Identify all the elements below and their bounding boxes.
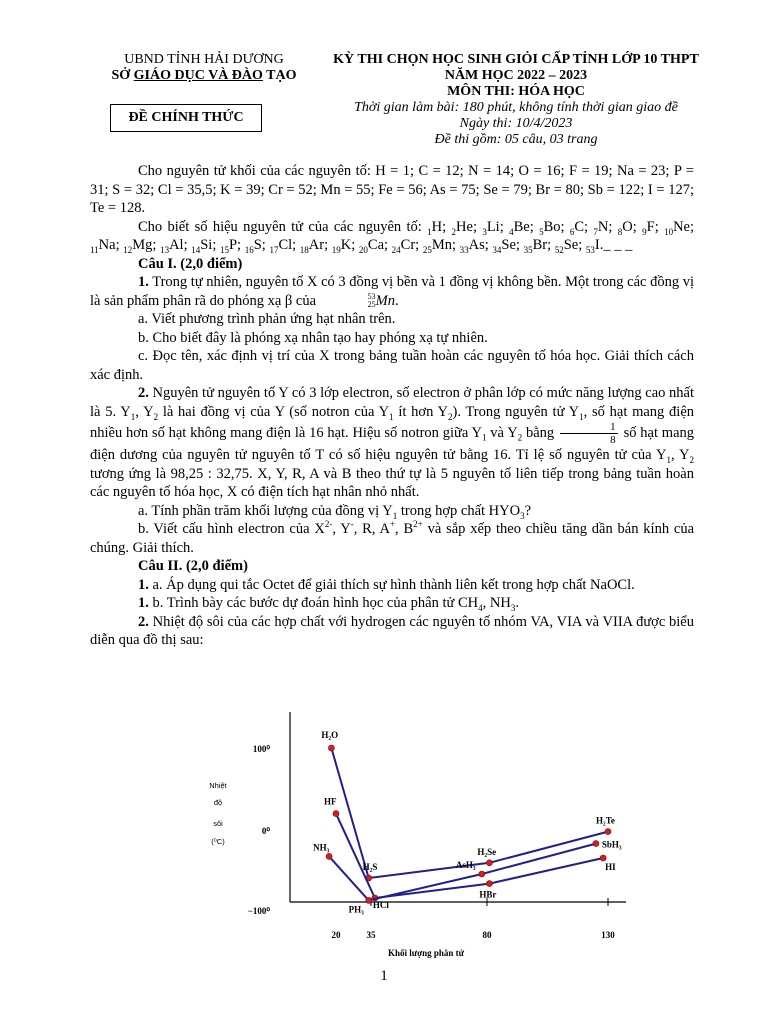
official-exam-box: ĐỀ CHÍNH THỨC [110, 104, 262, 132]
question-1-1a: a. Viết phương trình phản ứng hạt nhân trên. [138, 311, 396, 327]
element-symbol: C [574, 218, 585, 235]
element-symbol: Cl [278, 237, 293, 253]
superscript: - [350, 519, 354, 530]
y-axis-label: (⁰C) [211, 837, 225, 846]
superscript: 2- [324, 519, 333, 530]
atomic-number-sub: 4 [509, 226, 514, 237]
series-line [329, 844, 596, 901]
series-line [336, 814, 603, 898]
text: số hạt mang điện dương của nguyên tử nguyên tố T có số hiệu nguyên tử bằng 16. Tỉ lệ số nguyên tử của Y [90, 424, 695, 463]
text: , B [395, 521, 414, 537]
point-label: HBr [479, 889, 497, 900]
question-1-2a [90, 502, 694, 521]
element-symbol: Cr [400, 237, 416, 253]
question-1-2 [90, 384, 694, 502]
question-1-1b: b. Cho biết đây là phóng xạ nhân tạo hay phóng xạ tự nhiên. [138, 329, 488, 346]
element-symbol: As [468, 237, 485, 253]
y-tick-label: 0⁰ [261, 826, 270, 836]
subscript: 2 [153, 411, 159, 422]
atomic-number-sub: 19 [331, 244, 341, 255]
x-tick-label: 130 [601, 930, 615, 940]
atomic-number-sub: 33 [459, 244, 469, 255]
subscript: 1 [579, 411, 584, 422]
element-symbol: Se [563, 237, 579, 253]
header-right [316, 52, 716, 148]
atomic-number-sub: 35 [523, 244, 533, 255]
element-symbol: H [431, 218, 443, 235]
atomic-number-sub: 15 [219, 244, 229, 255]
atomic-number-sub: 7 [593, 226, 598, 237]
atomic-number-sub: 34 [492, 244, 502, 255]
point-label: H₂Te [596, 815, 615, 826]
subscript: 1 [389, 411, 394, 422]
element-symbol: Ar [308, 237, 325, 253]
element-symbol: Br [532, 237, 548, 253]
data-point [486, 860, 492, 866]
y-axis-label: sôi [213, 819, 223, 828]
data-point [593, 841, 599, 847]
isotope-symbol: Mn [375, 292, 395, 309]
point-label: HI [605, 862, 616, 872]
atomic-number-sub: 2 [451, 226, 457, 237]
question-1-2b [90, 520, 694, 557]
atomic-number-sub: 52 [554, 244, 564, 255]
question-number: 1. [138, 274, 149, 290]
question-text: Trong tự nhiên, nguyên tố X có 3 đồng vị bền và 1 đồng vị không bền. Một trong các đồng vị là sản phẩm phân rã do phóng xạ β của [90, 274, 694, 309]
subscript: 2 [689, 454, 694, 465]
dept-part-3: TẠO [262, 68, 297, 83]
atomic-number: 25 [367, 300, 376, 310]
text: a. Áp dụng qui tắc Octet để giải thích sự hình thành liên kết trong hợp chất NaOCl. [148, 576, 635, 593]
text: và Y [486, 424, 518, 441]
data-point [333, 811, 339, 817]
data-point [600, 855, 606, 861]
y-axis-label: Nhiệt [209, 781, 227, 790]
element-symbol: O [622, 218, 633, 235]
y-tick-label: 100⁰ [252, 744, 270, 754]
text: trong hợp chất HYO [397, 502, 521, 519]
data-point [366, 897, 372, 903]
atomic-number-sub: 17 [269, 244, 279, 255]
question-2-1b [90, 594, 694, 613]
mass-number: 53 [367, 292, 376, 302]
authority-name: UBND TỈNH HẢI DƯƠNG [124, 52, 284, 67]
subscript: 3 [520, 510, 525, 521]
data-point [486, 881, 492, 887]
exam-year: NĂM HỌC 2022 – 2023 [444, 68, 588, 83]
text: . [515, 595, 519, 611]
atomic-number-sub: 9 [642, 226, 647, 237]
department-name [96, 68, 312, 84]
text: , Y [332, 521, 351, 537]
atomic-numbers [90, 218, 694, 255]
exam-subject: MÔN THI: HÓA HỌC [447, 84, 585, 99]
element-symbol: F [646, 218, 655, 235]
atomic-number-sub: 24 [391, 244, 401, 255]
x-tick-label: 80 [482, 930, 492, 940]
atomic-number-sub: 3 [482, 226, 487, 237]
element-symbol: K [340, 237, 352, 253]
text: tương ứng là 98,25 : 32,75. X, Y, R, A và B theo thứ tự là 5 nguyên tố liên tiếp trong bảng tuần hoàn các nguyên tố hóa học, X có điện tích hạt nhân nhỏ nhất. [90, 465, 694, 500]
text: b. Viết cấu hình electron của X [138, 521, 325, 537]
isotope-prefix [320, 293, 376, 309]
atomic-number-sub: 16 [244, 244, 254, 255]
atomic-number-sub: 6 [569, 226, 575, 237]
question-2-1a [90, 576, 694, 595]
question-1-1c: c. Đọc tên, xác định vị trí của X trong bảng tuần hoàn các nguyên tố hóa học. Giải thích cách xác định. [90, 348, 694, 383]
element-symbol: I [594, 237, 600, 253]
subscript: 1 [482, 432, 487, 443]
text: bằng [522, 424, 555, 441]
dept-part-2: GIÁO DỤC VÀ ĐÀO [133, 68, 263, 83]
element-symbol: S [253, 237, 262, 253]
page-number: 1 [380, 968, 388, 984]
series-line [331, 748, 608, 878]
text: ? [524, 502, 532, 519]
element-symbol: Na [98, 237, 116, 253]
text: , Y [670, 447, 690, 463]
atomic-number-sub: 20 [358, 244, 368, 255]
y-tick-label: −100⁰ [247, 906, 270, 916]
data-point [479, 871, 485, 877]
element-symbol: Be [513, 218, 530, 235]
text: , số hạt mang điện nhiều hơn số hạt không mang điện là 16 hạt. Hiệu số notron giữa Y [90, 403, 695, 441]
atomic-number-sub: 25 [422, 244, 432, 255]
point-label: H₂Se [477, 846, 497, 857]
x-axis-label: Khối lượng phân tử [387, 948, 465, 958]
point-label: NH₃ [313, 842, 330, 853]
data-point [605, 829, 611, 835]
superscript: + [389, 519, 396, 530]
text: , Y [135, 403, 154, 420]
subscript: 3 [510, 602, 516, 613]
text: là hai đồng vị của Y (số notron của Y [158, 403, 390, 420]
question-number: 1. [138, 595, 149, 611]
subscript: 1 [392, 510, 398, 521]
denominator: 8 [610, 434, 616, 446]
point-label: SbH₃ [601, 839, 622, 850]
atomic-number-sub: 12 [123, 244, 133, 255]
element-symbol: N [597, 218, 609, 235]
atomic-number-sub: 18 [299, 244, 309, 255]
text: b. Trình bày các bước dự đoán hình học của phân tử CH [148, 595, 479, 611]
x-tick-label: 35 [366, 930, 376, 940]
punct: . [395, 292, 399, 309]
exam-pages: Đề thi gồm: 05 câu, 03 trang [434, 132, 598, 147]
atomic-number-list: $_1$H; $_2$He; $_3$Li; $_4$Be; $_5$Bo; $_6$C; $_7$N; $_8$O; $_9$F; $_{10}$Ne; $_{11}$Na; $_{12}$Mg; $_{13}$Al; $_{14}$Si; $_{15}$P; $_{16}$S; $_{17}$Cl; $_{18}$Ar; $_{19}$K; $_{20}$Ca; $_{24}$Cr; $_{25}$Mn; $_{33}$As; $_{34}$Se; $_{35}$Br; $_{52}$Se; $_{53}$I [90, 218, 695, 255]
subscript: 1 [666, 454, 671, 465]
exam-title: KỲ THI CHỌN HỌC SINH GIỎI CẤP TỈNH LỚP 10 THPT [333, 52, 699, 67]
subscript: 2 [448, 411, 453, 422]
text: ít hơn Y [393, 403, 449, 420]
element-symbol: Ca [367, 237, 385, 253]
question-number: 1. [138, 576, 149, 593]
x-tick-label: 20 [331, 930, 341, 940]
dept-part-1: SỞ [111, 68, 134, 83]
subscript: 2 [517, 432, 523, 443]
atomic-number-sub: 1 [427, 226, 432, 237]
question-number: 2. [138, 613, 149, 630]
element-symbol: P [228, 237, 238, 253]
text: , R, A [353, 521, 390, 537]
element-symbol: Bo [543, 218, 561, 235]
point-label: HCl [372, 900, 389, 910]
exam-duration: Thời gian làm bài: 180 phút, không tính thời gian giao đề [354, 100, 678, 115]
atomic-number-sub: 14 [191, 244, 201, 255]
section-title-1: Câu I. (2,0 điểm) [138, 255, 243, 272]
point-label: AsH₃ [455, 860, 476, 870]
element-symbol: Se [501, 237, 516, 253]
element-symbol: He [456, 218, 473, 235]
text: Nguyên tử nguyên tố Y có 3 lớp electron, số electron ở phân lớp có mức năng lượng cao nhất là 5. Y [90, 385, 694, 420]
atomic-number-sub: 10 [664, 226, 674, 237]
text: và sắp xếp theo chiều tăng dần bán kính của chúng. Giải thích. [90, 521, 695, 556]
element-symbol: Ne [673, 218, 690, 235]
text: a. Tính phần trăm khối lượng của đồng vị Y [138, 502, 393, 519]
text: ). Trong nguyên tử Y [452, 403, 580, 420]
atomic-number-sub: 11 [90, 244, 99, 255]
subscript: 4 [478, 602, 483, 613]
exam-date: Ngày thi: 10/4/2023 [459, 116, 573, 131]
atomic-masses: Cho nguyên tử khối của các nguyên tố: H = 1; C = 12; N = 14; O = 16; F = 19; Na = 23; P = 31; S = 32; Cl = 35,5; K = 39; Cr = 52; Mn = 55; Fe = 56; As = 75; Se = 79; Br = 80; Sb = 122; I = 127; Te = 128. [90, 163, 694, 216]
question-number: 2. [138, 385, 149, 401]
atomic-number-sub: 53 [585, 244, 595, 255]
atomic-numbers-end: ._ _ _ [599, 237, 633, 253]
header-left [96, 52, 312, 84]
subscript: 1 [130, 411, 136, 422]
text: , NH [482, 595, 511, 611]
atomic-number-sub: 13 [160, 244, 170, 255]
point-label: HF [324, 796, 337, 807]
element-symbol: Mg [132, 237, 153, 253]
data-point [328, 745, 334, 751]
element-symbol: Al [169, 237, 184, 253]
data-point [326, 853, 332, 859]
section-title-2: Câu II. (2,0 điểm) [138, 558, 248, 574]
point-label: H₂O [321, 730, 339, 740]
y-axis-label: độ [213, 798, 223, 807]
atomic-numbers-intro: Cho biết số hiệu nguyên tử của các nguyên tố: [138, 218, 428, 235]
element-symbol: Li [486, 218, 500, 235]
boiling-point-chart [196, 704, 656, 960]
point-label: H₂S [362, 862, 378, 872]
numerator: 1 [560, 421, 618, 434]
element-symbol: Mn [431, 237, 452, 253]
question-1-1 [90, 273, 694, 310]
element-symbol: Si [200, 237, 213, 253]
superscript: 2+ [413, 519, 423, 530]
point-label: PH₃ [348, 904, 364, 915]
atomic-number-sub: 8 [617, 226, 623, 237]
text: Nhiệt độ sôi của các hợp chất với hydrogen các nguyên tố nhóm VA, VIA và VIIA được biểu diễn qua đồ thị sau: [90, 613, 694, 648]
exam-body [90, 162, 694, 650]
atomic-number-sub: 5 [539, 226, 544, 237]
question-2-2 [90, 613, 694, 650]
fraction [560, 421, 618, 446]
